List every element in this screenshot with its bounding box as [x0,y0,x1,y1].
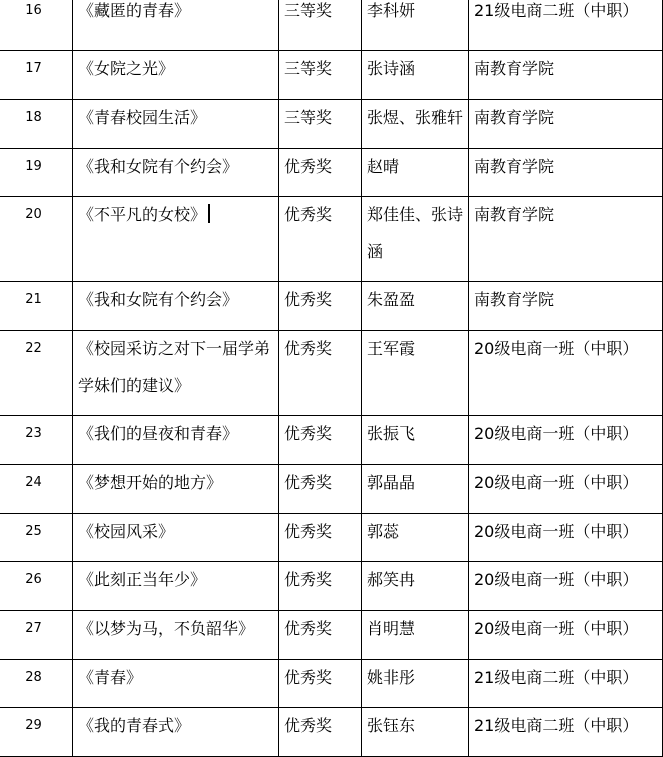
author-name: 肖明慧 [362,611,469,660]
author-name: 张诗涵 [362,51,469,100]
author-name: 张钰东 [362,708,469,757]
author-name: 张煜、张雅轩 [362,100,469,149]
work-title: 《我和女院有个约会》 [73,282,279,331]
work-title: 《青春》 [73,660,279,708]
table-row [0,562,663,611]
work-title: 《校园风采》 [73,514,279,562]
row-number: 24 [0,465,73,514]
author-unit: 21级电商二班（中职） [469,660,663,708]
author-unit: 21级电商二班（中职） [469,0,663,51]
award-level: 三等奖 [279,51,362,100]
author-unit: 南教育学院 [469,51,663,100]
author-unit: 20级电商一班（中职） [469,514,663,562]
work-title: 《梦想开始的地方》 [73,465,279,514]
row-number: 23 [0,416,73,465]
table-row [0,149,663,197]
author-name: 张振飞 [362,416,469,465]
work-title [73,197,279,282]
award-level: 优秀奖 [279,611,362,660]
work-title: 《此刻正当年少》 [73,562,279,611]
table-row [0,0,663,51]
table-row [0,660,663,708]
award-level: 优秀奖 [279,149,362,197]
work-title: 《藏匿的青春》 [73,0,279,51]
author-unit: 南教育学院 [469,197,663,282]
work-title: 《以梦为马，不负韶华》 [73,611,279,660]
table-row [0,416,663,465]
work-title: 《我的青春式》 [73,708,279,757]
table-row [0,465,663,514]
work-title-text: 《不平凡的女校》 [78,205,207,224]
author-unit: 南教育学院 [469,149,663,197]
text-cursor [208,204,210,223]
award-level: 优秀奖 [279,562,362,611]
award-level: 优秀奖 [279,708,362,757]
work-title: 《我和女院有个约会》 [73,149,279,197]
author-unit: 南教育学院 [469,100,663,149]
award-level: 优秀奖 [279,416,362,465]
award-level: 三等奖 [279,0,362,51]
row-number: 17 [0,51,73,100]
award-level: 优秀奖 [279,282,362,331]
row-number: 29 [0,708,73,757]
table-row [0,708,663,757]
author-name: 郝笑冉 [362,562,469,611]
row-number: 25 [0,514,73,562]
award-level: 优秀奖 [279,331,362,416]
row-number: 26 [0,562,73,611]
author-unit: 20级电商一班（中职） [469,562,663,611]
author-name: 郭晶晶 [362,465,469,514]
row-number: 22 [0,331,73,416]
row-number: 21 [0,282,73,331]
author-unit: 南教育学院 [469,282,663,331]
row-number: 20 [0,197,73,282]
author-name: 朱盈盈 [362,282,469,331]
author-name: 赵晴 [362,149,469,197]
award-level: 优秀奖 [279,465,362,514]
award-level: 优秀奖 [279,197,362,282]
author-unit: 20级电商一班（中职） [469,416,663,465]
author-name: 郑佳佳、张诗涵 [362,197,469,282]
work-title: 《校园采访之对下一届学弟学妹们的建议》 [73,331,279,416]
row-number: 19 [0,149,73,197]
author-unit: 20级电商一班（中职） [469,331,663,416]
author-unit: 21级电商二班（中职） [469,708,663,757]
table-row [0,282,663,331]
award-level: 优秀奖 [279,514,362,562]
work-title: 《女院之光》 [73,51,279,100]
award-level: 优秀奖 [279,660,362,708]
row-number: 16 [0,0,73,51]
table-row [0,51,663,100]
table-row [0,514,663,562]
row-number: 28 [0,660,73,708]
work-title: 《青春校园生活》 [73,100,279,149]
table-row [0,611,663,660]
table-row [0,100,663,149]
author-unit: 20级电商一班（中职） [469,611,663,660]
award-level: 三等奖 [279,100,362,149]
work-title: 《我们的昼夜和青春》 [73,416,279,465]
author-unit: 20级电商一班（中职） [469,465,663,514]
author-name: 郭蕊 [362,514,469,562]
row-number: 18 [0,100,73,149]
table-row [0,197,663,282]
row-number: 27 [0,611,73,660]
author-name: 王军霞 [362,331,469,416]
author-name: 李科妍 [362,0,469,51]
author-name: 姚非彤 [362,660,469,708]
table-row [0,331,663,416]
